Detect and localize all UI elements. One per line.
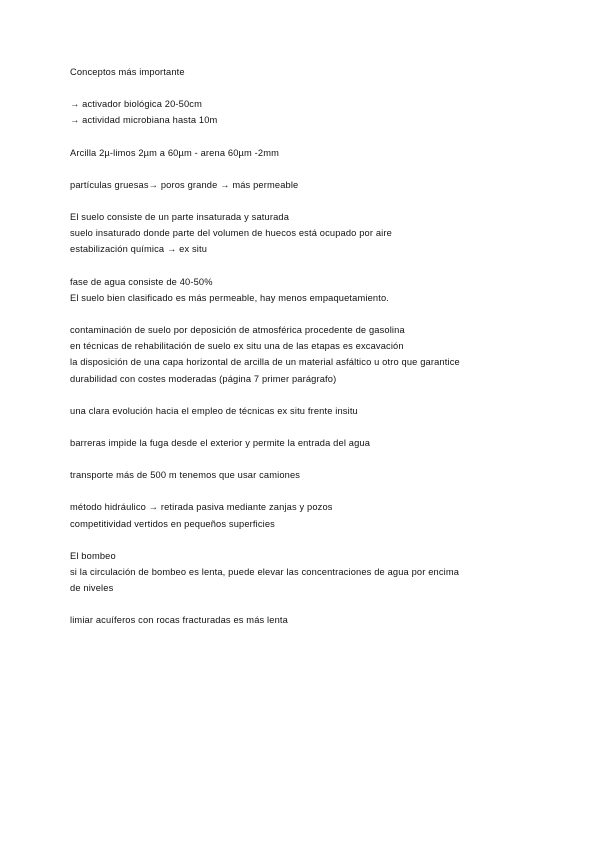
text-line: El bombeo — [70, 550, 116, 561]
text-line: una clara evolución hacia el empleo de técnicas ex situ frente insitu — [70, 405, 358, 416]
text-line: suelo insaturado donde parte del volumen de huecos está ocupado por aire — [70, 228, 392, 239]
text-line: barreras impide la fuga desde el exterior y permite la entrada del agua — [70, 438, 371, 449]
spacer — [70, 80, 528, 96]
text-line: → activador biológica 20-50cm — [70, 99, 202, 110]
document-body — [70, 64, 528, 629]
paragraph-water-phase — [70, 274, 528, 306]
text-line: transporte más de 500 m tenemos que usar camiones — [70, 470, 301, 481]
paragraph-transport — [70, 467, 528, 483]
paragraph-activator — [70, 96, 528, 128]
spacer — [70, 483, 528, 499]
spacer — [70, 258, 528, 274]
text-line: Arcilla 2µ-limos 2µm a 60µm - arena 60µm -2mm — [70, 147, 279, 158]
spacer — [70, 532, 528, 548]
paragraph-particles — [70, 177, 528, 193]
text-line: contaminación de suelo por deposición de atmosférica procedente de gasolina — [70, 325, 405, 336]
text-line: método hidráulico → retirada pasiva mediante zanjas y pozos — [70, 502, 333, 513]
text-line: Conceptos más importante — [70, 67, 185, 77]
text-line: El suelo consiste de un parte insaturada y saturada — [70, 212, 290, 223]
text-line: si la circulación de bombeo es lenta, puede elevar las concentraciones de agua por encima — [70, 567, 460, 578]
text-line: partículas gruesas→ poros grande → más permeable — [70, 179, 299, 190]
paragraph-barriers — [70, 435, 528, 451]
spacer — [70, 129, 528, 145]
text-line: estabilización química → ex situ — [70, 244, 208, 255]
text-line: fase de agua consiste de 40-50% — [70, 276, 213, 287]
paragraph-evolution — [70, 403, 528, 419]
paragraph-contamination — [70, 322, 528, 387]
spacer — [70, 161, 528, 177]
text-line: competitividad vertidos en pequeños superficies — [70, 518, 275, 529]
spacer — [70, 306, 528, 322]
paragraph-hydraulic — [70, 499, 528, 531]
text-line: en técnicas de rehabilitación de suelo ex situ una de las etapas es excavación — [70, 341, 404, 352]
spacer — [70, 419, 528, 435]
paragraph-granulometry — [70, 145, 528, 161]
text-line: El suelo bien clasificado es más permeable, hay menos empaquetamiento. — [70, 292, 390, 303]
text-line: limiar acuíferos con rocas fracturadas es más lenta — [70, 615, 288, 626]
paragraph-aquifers — [70, 612, 528, 628]
text-line: de niveles — [70, 583, 114, 594]
spacer — [70, 596, 528, 612]
spacer — [70, 451, 528, 467]
text-line: durabilidad con costes moderadas (página 7 primer parágrafo) — [70, 373, 337, 384]
paragraph-title — [70, 64, 528, 80]
paragraph-pumping — [70, 548, 528, 597]
text-line: → actividad microbiana hasta 10m — [70, 115, 218, 126]
spacer — [70, 387, 528, 403]
text-line: la disposición de una capa horizontal de arcilla de un material asfáltico u otro que garantice — [70, 357, 460, 368]
paragraph-soil-phases — [70, 209, 528, 258]
spacer — [70, 193, 528, 209]
